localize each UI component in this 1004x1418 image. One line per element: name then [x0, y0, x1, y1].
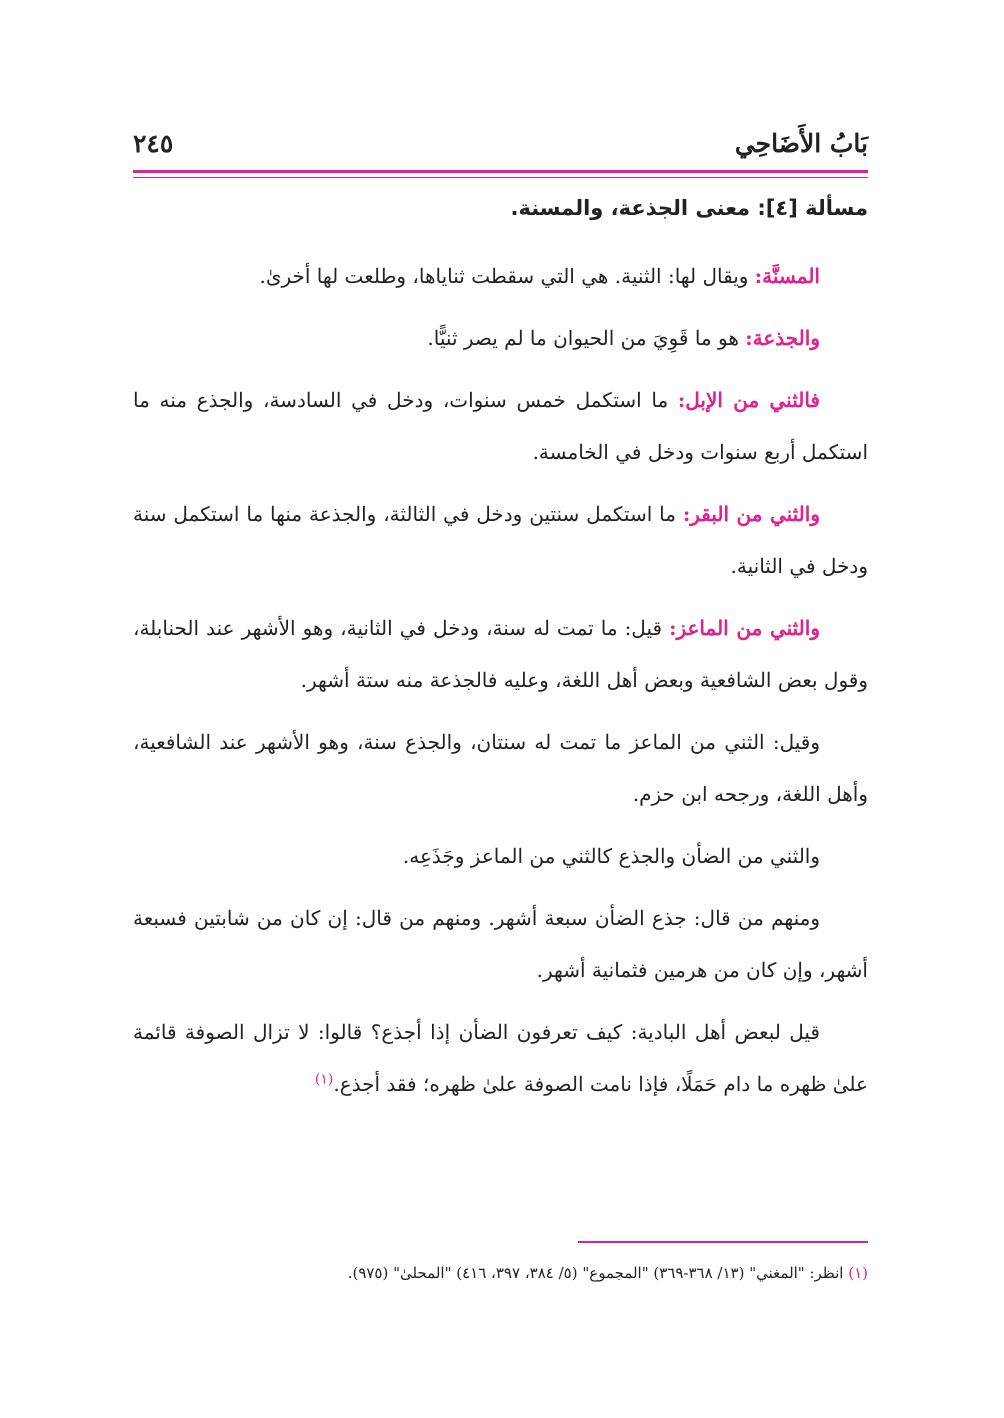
footnote — [136, 1264, 868, 1282]
paragraph — [133, 716, 868, 820]
header-rule-thick — [133, 170, 868, 173]
body-text — [133, 250, 868, 1120]
footnote-number: (١) — [848, 1264, 868, 1282]
term-label: والجذعة: — [745, 326, 820, 350]
paragraph-text: وقيل: الثني من الماعز ما تمت له سنتان، والجذع سنة، وهو الأشهر عند الشافعية، وأهل اللغة، ورجحه ابن حزم. — [133, 730, 868, 806]
page-header — [133, 120, 868, 166]
paragraph-text: ما استكمل خمس سنوات، ودخل في السادسة، والجذع منه ما استكمل أربع سنوات ودخل في الخامسة. — [133, 388, 868, 464]
paragraph-text: ومنهم من قال: جذع الضأن سبعة أشهر. ومنهم من قال: إن كان من شابتين فسبعة أشهر، وإن كان من هرمين فثمانية أشهر. — [133, 906, 868, 982]
issue-heading: مسألة [٤]: معنى الجذعة، والمسنة. — [510, 196, 868, 220]
paragraph — [133, 374, 868, 478]
paragraph-text: ما استكمل سنتين ودخل في الثالثة، والجذعة منها ما استكمل سنة ودخل في الثانية. — [133, 502, 868, 578]
paragraph — [133, 488, 868, 592]
footnote-reference[interactable]: (١) — [314, 1071, 334, 1088]
chapter-title: بَابُ الأَضَاحِي — [734, 128, 868, 158]
paragraph — [133, 830, 868, 882]
term-label: والثني من الماعز: — [669, 616, 820, 640]
paragraph — [133, 1006, 868, 1110]
paragraph — [133, 892, 868, 996]
paragraph — [133, 602, 868, 706]
page-number: ٢٤٥ — [133, 128, 174, 158]
paragraph-text: والثني من الضأن والجذع كالثني من الماعز وجَذَعِه. — [402, 844, 820, 868]
footnote-separator — [578, 1241, 868, 1243]
term-label: فالثني من الإبل: — [677, 388, 820, 412]
header-rule-thin — [133, 177, 868, 178]
paragraph — [133, 312, 868, 364]
term-label: المسنَّة: — [754, 264, 820, 288]
term-label: والثني من البقر: — [682, 502, 820, 526]
paragraph — [133, 250, 868, 302]
footnote-text: انظر: "المغني" (١٣/ ٣٦٨-٣٦٩) "المجموع" (٥/ ٣٨٤، ٣٩٧، ٤١٦) "المحلىٰ" (٩٧٥). — [347, 1264, 849, 1282]
paragraph-text: ويقال لها: الثنية. هي التي سقطت ثناياها، وطلعت لها أخرىٰ. — [259, 264, 755, 288]
paragraph-text: قيل لبعض أهل البادية: كيف تعرفون الضأن إذا أجذع؟ قالوا: لا تزال الصوفة قائمة علىٰ ظهره ما دام حَمَلًا، فإذا نامت الصوفة علىٰ ظهره؛ فقد أجذع. — [133, 1020, 868, 1096]
paragraph-text: هو ما قَوِيَ من الحيوان ما لم يصر ثنيًّا. — [427, 326, 746, 350]
paragraph-text: قيل: ما تمت له سنة، ودخل في الثانية، وهو الأشهر عند الحنابلة، وقول بعض الشافعية وبعض أهل اللغة، وعليه فالجذعة منه ستة أشهر. — [133, 616, 868, 692]
